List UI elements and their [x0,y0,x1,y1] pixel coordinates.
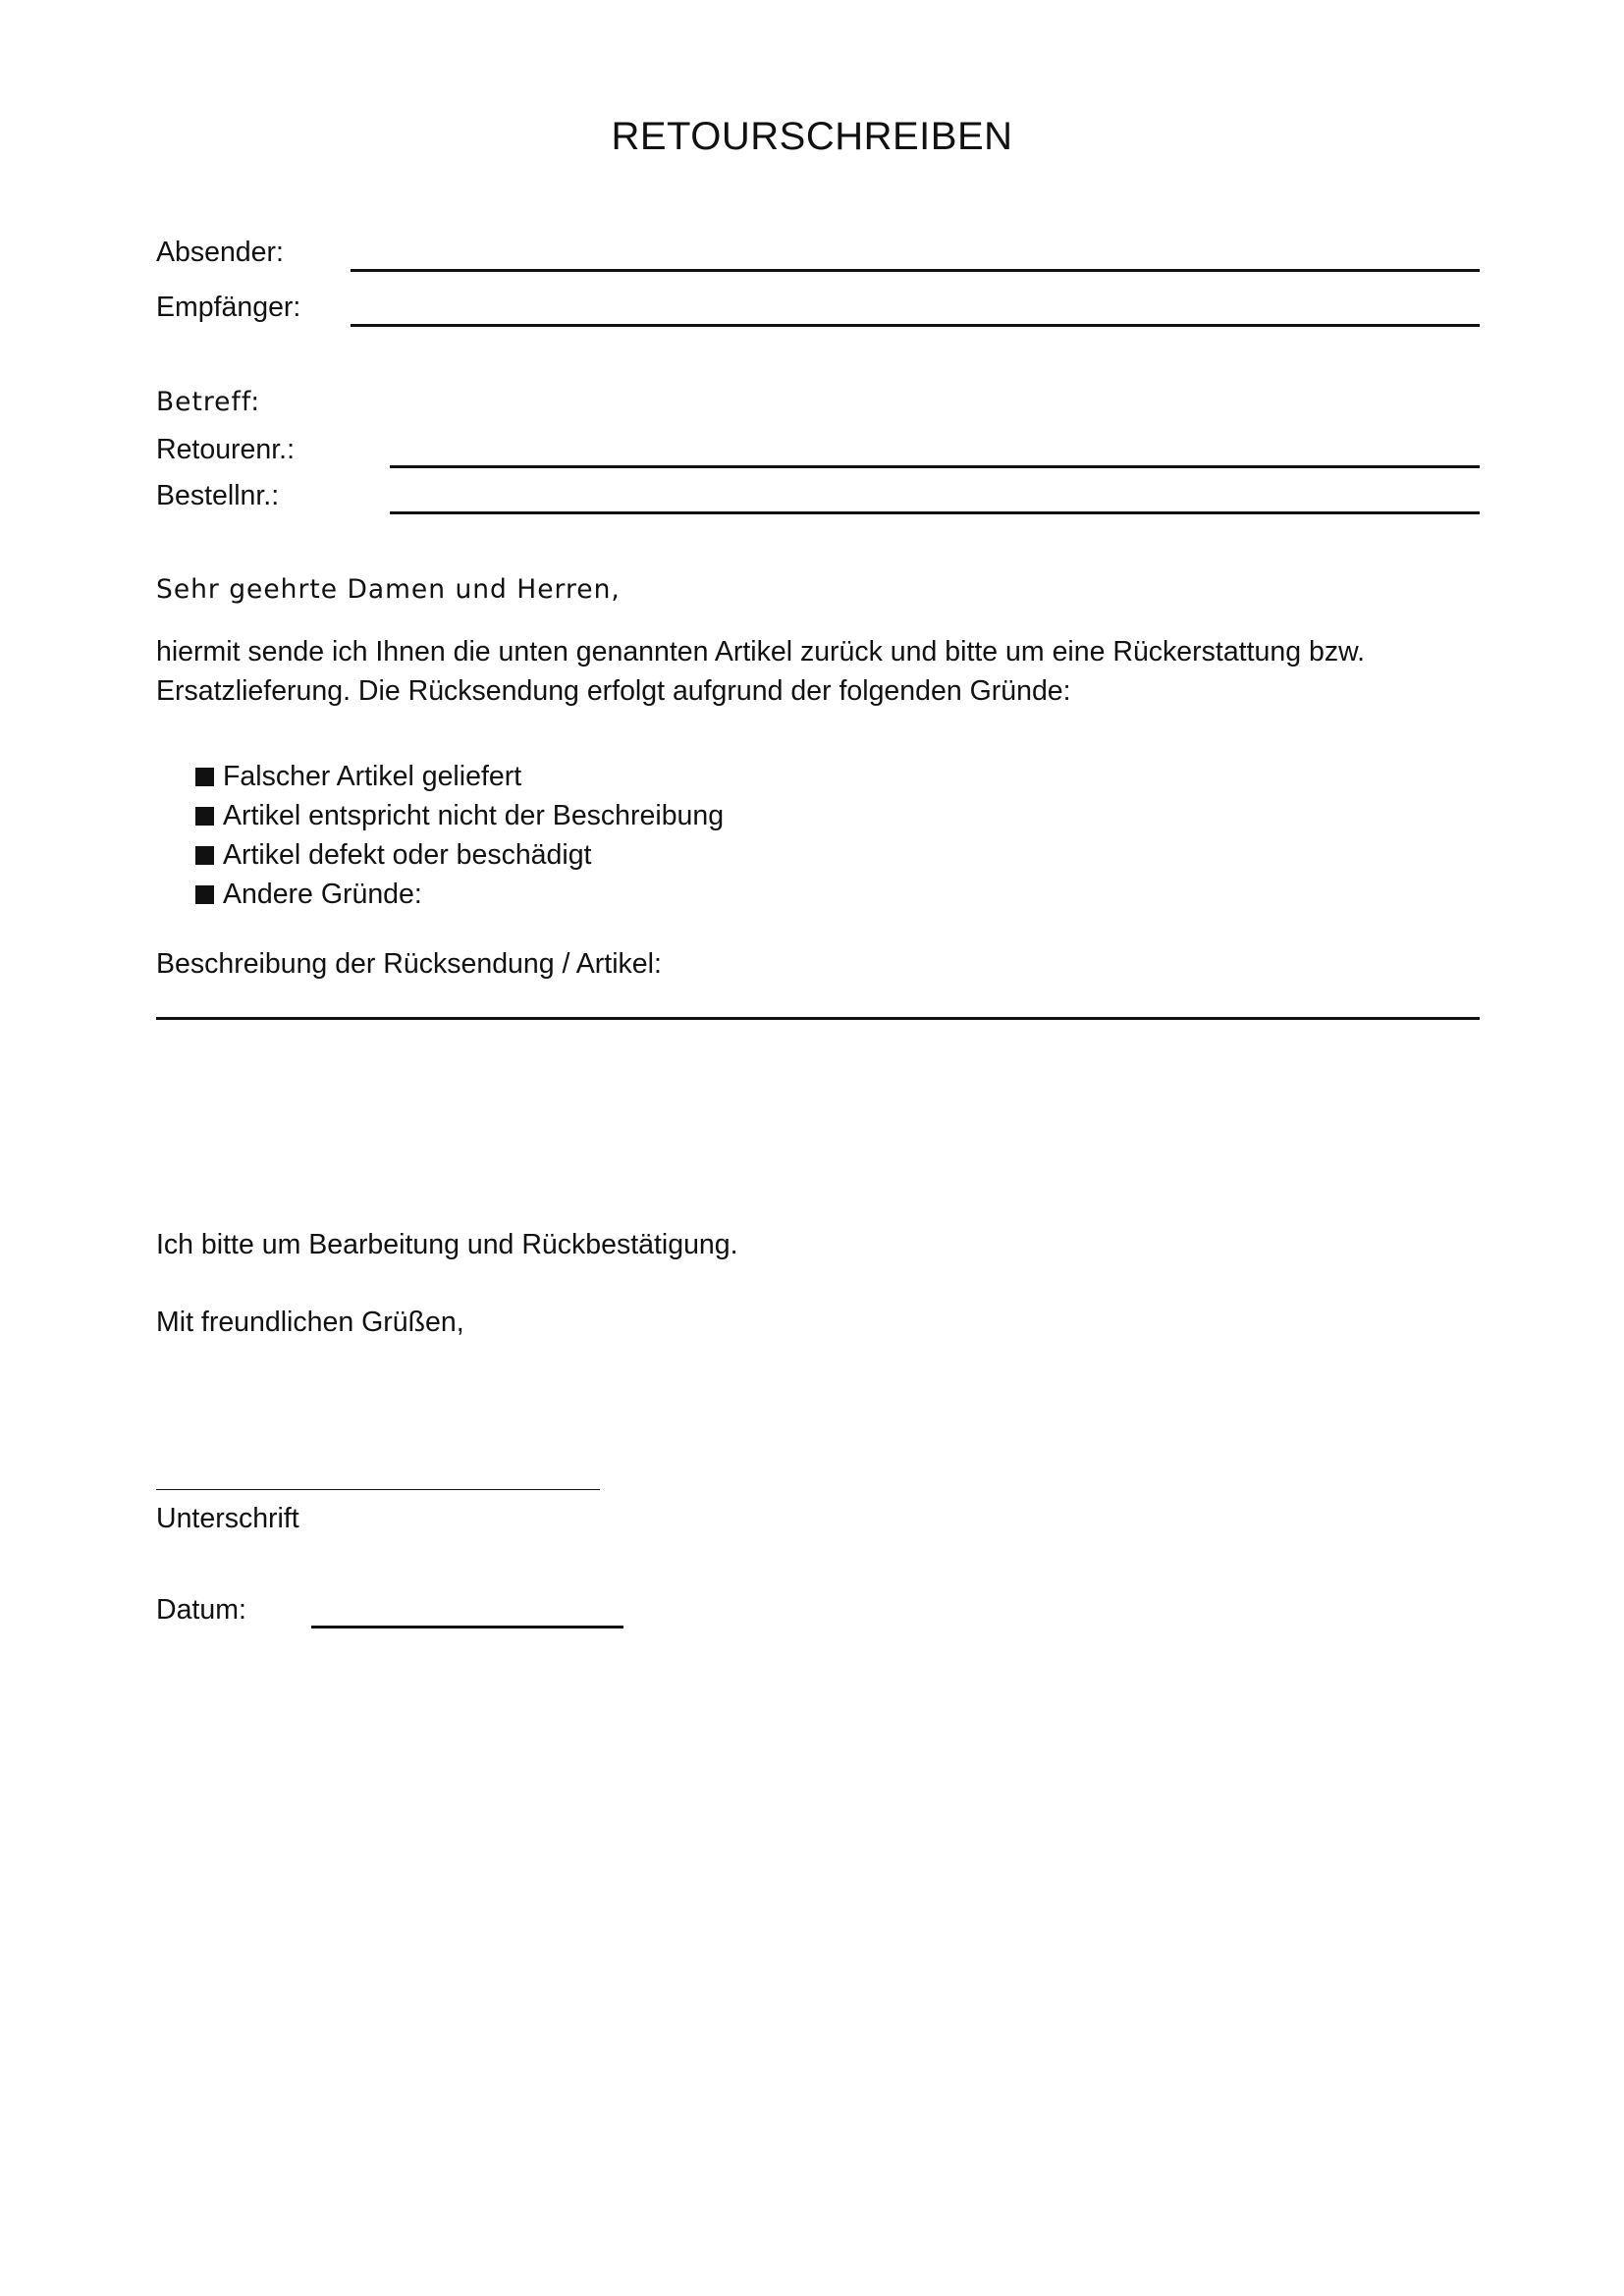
reason-label: Artikel entspricht nicht der Beschreibung [223,800,725,831]
body-line-1: hiermit sende ich Ihnen die unten genannten Artikel zurück und bitte um eine Rückerstattung bzw. [156,636,1365,667]
sender-field-line[interactable] [351,269,1480,272]
order-number-field-line[interactable] [390,511,1480,514]
reason-item-other[interactable] [195,879,422,911]
return-number-label: Retourenr.: [156,434,295,465]
salutation: Sehr geehrte Damen und Herren, [156,574,621,605]
closing-line: Mit freundlichen Grüßen, [156,1307,464,1338]
checkbox-square-icon[interactable] [195,846,214,865]
return-number-field-line[interactable] [390,465,1480,468]
checkbox-square-icon[interactable] [195,807,214,826]
reason-item-not-as-described[interactable] [195,800,724,832]
order-number-label: Bestellnr.: [156,480,280,511]
sender-label: Absender: [156,237,284,268]
request-line: Ich bitte um Bearbeitung und Rückbestätigung. [156,1229,738,1260]
checkbox-square-icon[interactable] [195,768,214,786]
reason-label: Andere Gründe: [223,879,422,910]
subject-label: Betreff: [156,387,261,417]
description-field-line[interactable] [156,1017,1480,1020]
signature-line[interactable] [156,1489,600,1490]
reason-label: Falscher Artikel geliefert [223,761,522,792]
description-label: Beschreibung der Rücksendung / Artikel: [156,948,662,980]
body-line-2: Ersatzlieferung. Die Rücksendung erfolgt aufgrund der folgenden Gründe: [156,675,1071,707]
date-field-line[interactable] [311,1626,623,1629]
reason-item-defective[interactable] [195,839,591,872]
document-title: RETOURSCHREIBEN [611,115,1013,158]
date-label: Datum: [156,1594,246,1626]
recipient-field-line[interactable] [351,324,1480,327]
checkbox-square-icon[interactable] [195,885,214,904]
reason-item-wrong-article[interactable] [195,761,521,793]
signature-label: Unterschrift [156,1503,299,1534]
recipient-label: Empfänger: [156,292,301,323]
reason-label: Artikel defekt oder beschädigt [223,839,592,871]
